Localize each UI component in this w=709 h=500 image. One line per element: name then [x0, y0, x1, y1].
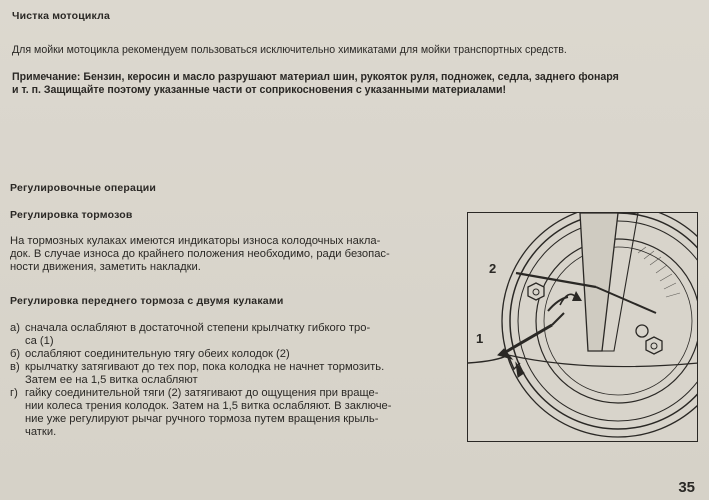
- list-text: чатки.: [25, 426, 57, 438]
- list-marker: г): [10, 387, 18, 399]
- subtitle-brakes: Регулировка тормозов: [10, 209, 133, 221]
- list-text: ослабляют соединительную тягу обеих колодок (2): [25, 348, 290, 360]
- page-number: 35: [678, 479, 695, 496]
- cleaning-text: Для мойки мотоцикла рекомендуем пользоваться исключительно химикатами для мойки транспортных средств.: [12, 44, 567, 56]
- section-title-cleaning: Чистка мотоцикла: [12, 10, 111, 22]
- list-text: Затем ее на 1,5 витка ослабляют: [25, 374, 198, 386]
- brake-drawing: [468, 213, 697, 441]
- note-line-2: и т. п. Защищайте поэтому указанные части от соприкосновения с указанными материалами!: [12, 84, 507, 96]
- list-text: ние уже регулируют рычаг ручного тормоза путем вращения крыль-: [25, 413, 379, 425]
- figure-label-1: 1: [476, 331, 484, 346]
- brakes-paragraph-line-2: док. В случае износа до крайнего положения необходимо, ради безопас-: [10, 248, 390, 260]
- list-marker: в): [10, 361, 20, 373]
- list-text: сначала ослабляют в достаточной степени крылчатку гибкого тро-: [25, 322, 371, 334]
- list-text: гайку соединительной тяги (2) затягивают до ощущения при враще-: [25, 387, 379, 399]
- figure-label-2: 2: [489, 261, 497, 276]
- subtitle-front-brake: Регулировка переднего тормоза с двумя кулаками: [10, 295, 284, 307]
- list-text: нии колеса трения колодок. Затем на 1,5 витка ослабляют. В заключе-: [25, 400, 392, 412]
- brakes-paragraph-line-1: На тормозных кулаках имеются индикаторы износа колодочных накла-: [10, 235, 381, 247]
- list-marker: а): [10, 322, 20, 334]
- section-title-adjustment: Регулировочные операции: [10, 182, 157, 194]
- brakes-paragraph-line-3: ности движения, заметить накладки.: [10, 261, 201, 273]
- note-line-1: Примечание: Бензин, керосин и масло разрушают материал шин, рукояток руля, подножек, седла, заднего фонаря: [12, 71, 619, 83]
- list-marker: б): [10, 348, 21, 360]
- list-text: крылчатку затягивают до тех пор, пока колодка не начнет тормозить.: [25, 361, 385, 373]
- list-text: са (1): [25, 335, 54, 347]
- brake-figure: [467, 212, 698, 442]
